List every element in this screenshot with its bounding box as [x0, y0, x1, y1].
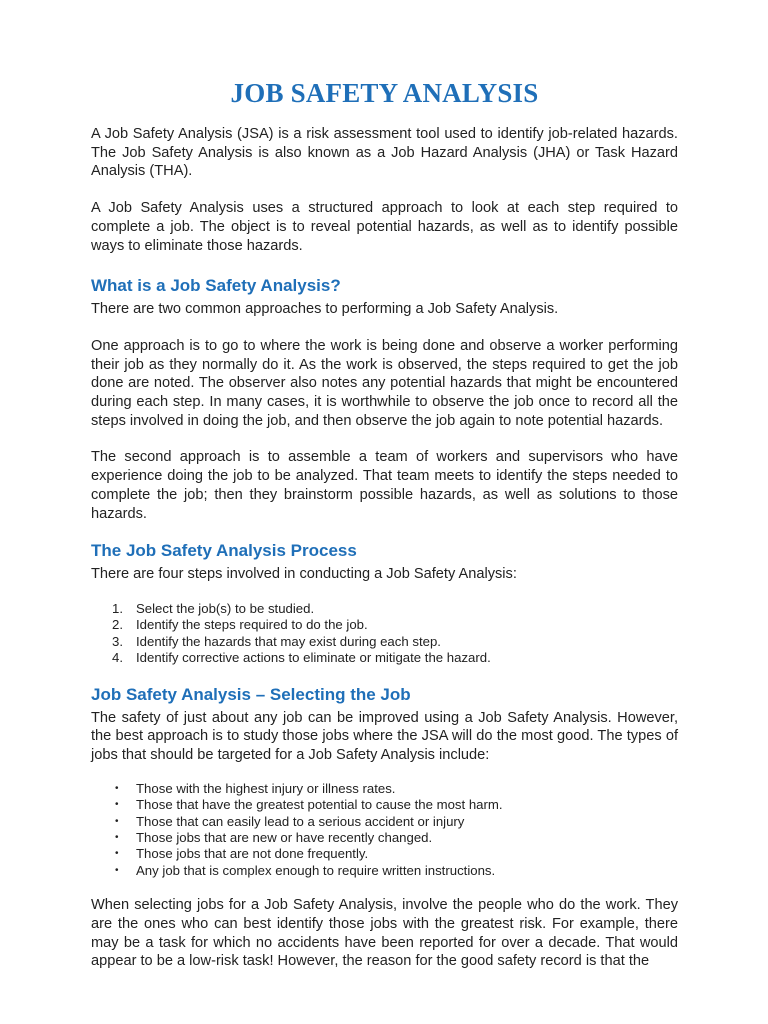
list-number: 3.: [112, 633, 123, 649]
target-jobs-list: [91, 781, 678, 879]
bullet-icon: •: [115, 815, 119, 827]
bullet-icon: •: [115, 799, 119, 811]
process-steps-list: [91, 601, 678, 667]
list-item: [91, 846, 678, 862]
list-item-text: Identify the steps required to do the job.: [136, 617, 368, 633]
intro-paragraph-1: A Job Safety Analysis (JSA) is a risk assessment tool used to identify job-related hazards. The Job Safety Analysis is also known as a Job Hazard Analysis (JHA) or Task Hazard Analysis (THA).: [91, 126, 678, 180]
list-item: [91, 634, 678, 650]
section1-paragraph-3: The second approach is to assemble a team of workers and supervisors who have experience doing the job to be analyzed. That team meets to identify the steps needed to complete the job; then they brainstorm possible hazards, as well as solutions to those hazards.: [91, 449, 678, 522]
section-heading-selecting-job: Job Safety Analysis – Selecting the Job: [91, 684, 411, 704]
list-number: 1.: [112, 600, 123, 616]
section3-paragraph-2: When selecting jobs for a Job Safety Analysis, involve the people who do the work. They are the ones who can best identify those jobs with the greatest risk. For example, there may be a task for which no accidents have been reported for over a decade. That would appear to be a low-risk task! However, the reason for the good safety record is that the: [91, 897, 678, 970]
list-item: [91, 797, 678, 813]
section1-paragraph-2: One approach is to go to where the work is being done and observe a worker performing their job as they normally do it. As the work is observed, the steps required to get the job done are noted. The observer also notes any potential hazards that might be encountered during each step. In many cases, it is worthwhile to observe the job once to record all the steps involved in doing the job, and then observe the job again to note potential hazards.: [91, 337, 678, 429]
list-item-text: Identify corrective actions to eliminate or mitigate the hazard.: [136, 650, 491, 666]
list-item: [91, 781, 678, 797]
list-item-text: Any job that is complex enough to require written instructions.: [136, 862, 496, 878]
document-page: [91, 0, 678, 971]
list-item: [91, 814, 678, 830]
list-item-text: Those jobs that are new or have recently changed.: [136, 829, 433, 845]
section2-paragraph-1: There are four steps involved in conducting a Job Safety Analysis:: [91, 566, 517, 583]
list-item-text: Select the job(s) to be studied.: [136, 600, 315, 616]
list-item: [91, 617, 678, 633]
section-heading-what-is-jsa: What is a Job Safety Analysis?: [91, 276, 341, 296]
section-heading-jsa-process: The Job Safety Analysis Process: [91, 541, 357, 561]
bullet-icon: •: [115, 831, 119, 843]
bullet-icon: •: [115, 864, 119, 876]
list-item-text: Those jobs that are not done frequently.: [136, 846, 369, 862]
list-item: [91, 863, 678, 879]
list-item-text: Those that have the greatest potential to cause the most harm.: [136, 797, 503, 813]
list-item-text: Those with the highest injury or illness rates.: [136, 780, 396, 796]
section3-paragraph-1: The safety of just about any job can be improved using a Job Safety Analysis. However, the best approach is to study those jobs where the JSA will do the most good. The types of jobs that should be targeted for a Job Safety Analysis include:: [91, 709, 678, 763]
list-item-text: Those that can easily lead to a serious accident or injury: [136, 813, 465, 829]
bullet-icon: •: [115, 782, 119, 794]
section1-paragraph-1: There are two common approaches to performing a Job Safety Analysis.: [91, 301, 559, 318]
document-title: JOB SAFETY ANALYSIS: [230, 78, 539, 108]
intro-paragraph-2: A Job Safety Analysis uses a structured approach to look at each step required to complete a job. The object is to reveal potential hazards, as well as to identify possible ways to eliminate those hazards.: [91, 200, 678, 254]
list-item: [91, 830, 678, 846]
list-number: 4.: [112, 650, 123, 666]
bullet-icon: •: [115, 848, 119, 860]
list-item: [91, 650, 678, 666]
list-item-text: Identify the hazards that may exist during each step.: [136, 633, 441, 649]
list-number: 2.: [112, 617, 123, 633]
list-item: [91, 601, 678, 617]
